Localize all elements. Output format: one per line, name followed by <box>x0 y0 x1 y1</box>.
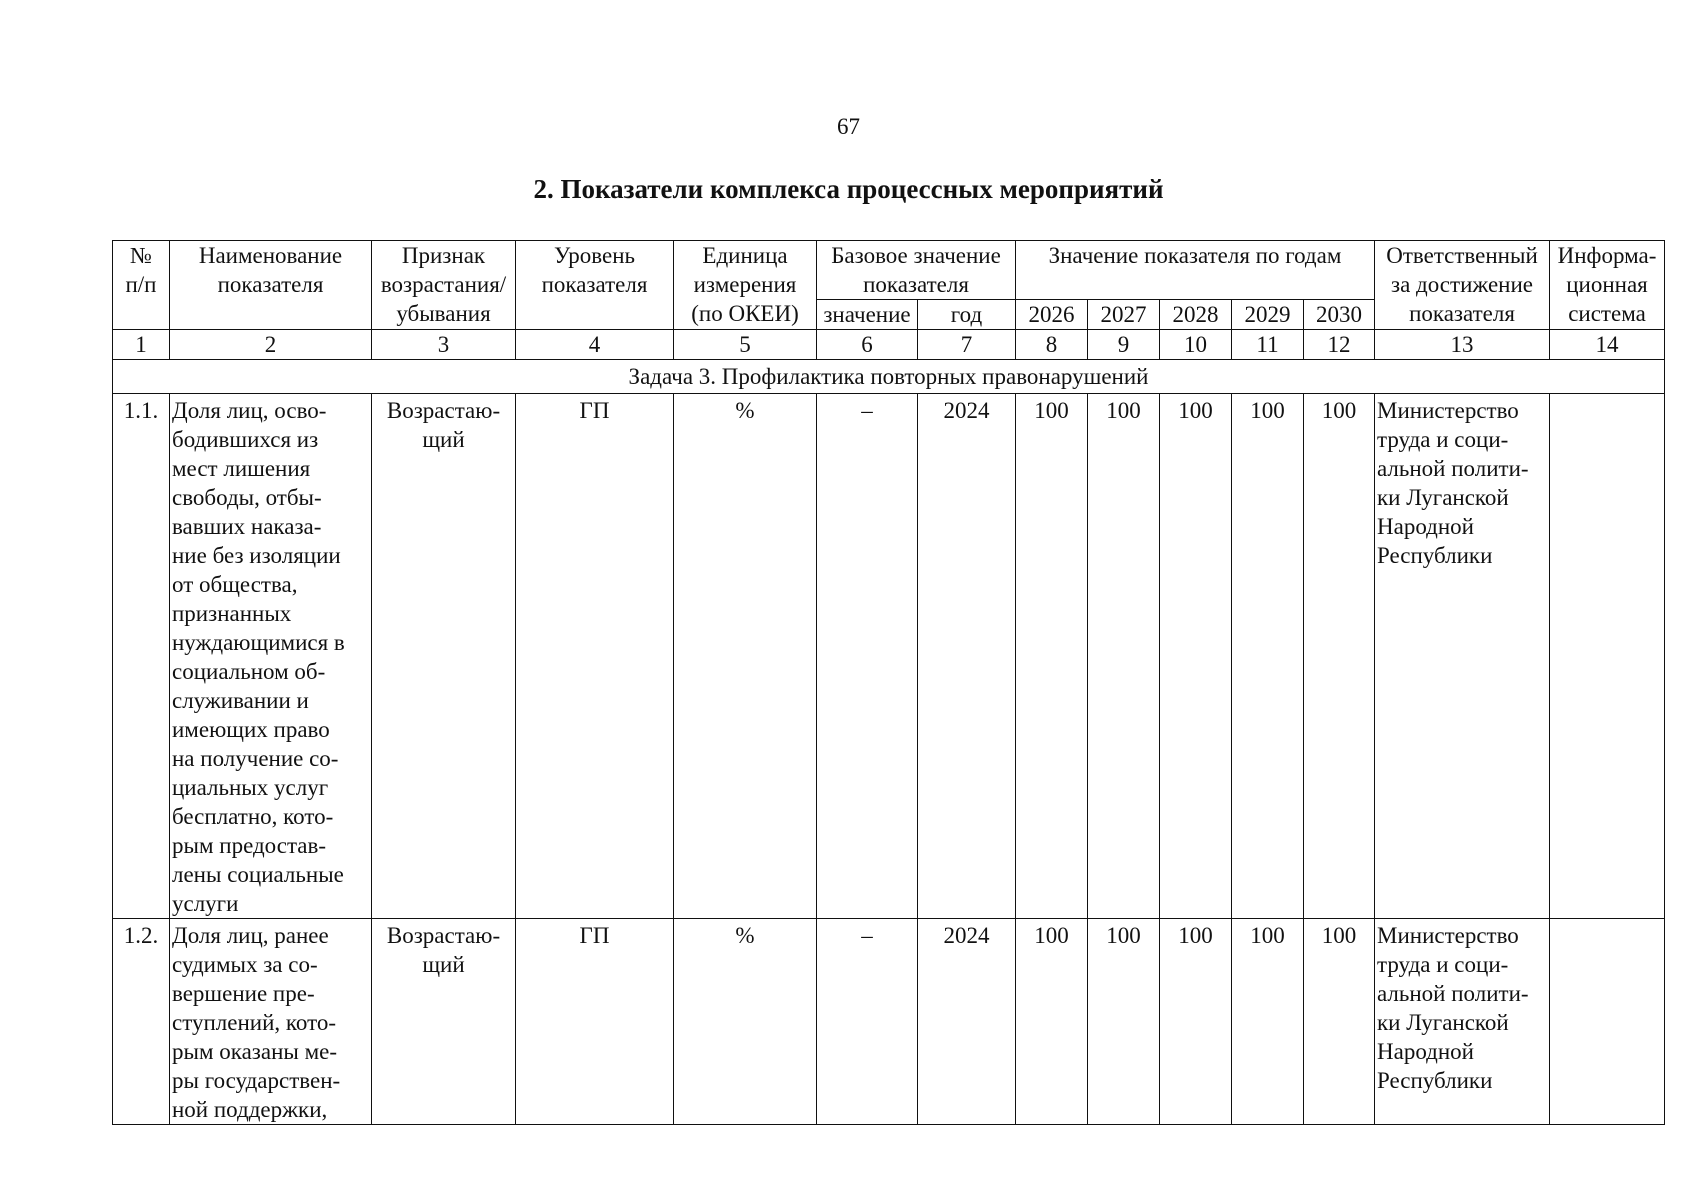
header-name: Наименование показателя <box>170 241 372 330</box>
value-2029: 100 <box>1232 919 1304 1125</box>
indicator-level: ГП <box>516 919 674 1125</box>
table-row <box>113 919 1665 1125</box>
value-2026: 100 <box>1016 919 1088 1125</box>
header-year-2030: 2030 <box>1304 300 1375 330</box>
header-base-group: Базовое значение показателя <box>817 241 1016 300</box>
indicator-name: Доля лиц, ранее судимых за со- вершение пре- ступлений, кото- рым оказаны ме- ры государствен- ной поддержки, <box>170 919 372 1125</box>
value-2030: 100 <box>1304 394 1375 919</box>
indicators-table <box>112 240 1665 1125</box>
column-number: 7 <box>918 330 1016 360</box>
base-year: 2024 <box>918 919 1016 1125</box>
column-number: 14 <box>1550 330 1665 360</box>
page-number: 67 <box>837 114 860 139</box>
table-row <box>113 394 1665 919</box>
header-row-1 <box>113 241 1665 300</box>
indicator-sign: Возрастаю- щий <box>372 394 516 919</box>
task-row <box>113 360 1665 394</box>
column-numbers-row <box>113 330 1665 360</box>
base-value: – <box>817 919 918 1125</box>
column-number: 6 <box>817 330 918 360</box>
column-number: 4 <box>516 330 674 360</box>
column-number: 1 <box>113 330 170 360</box>
base-value: – <box>817 394 918 919</box>
header-num: № п/п <box>113 241 170 330</box>
value-2027: 100 <box>1088 394 1160 919</box>
column-number: 8 <box>1016 330 1088 360</box>
header-unit: Единица измерения (по ОКЕИ) <box>674 241 817 330</box>
base-year: 2024 <box>918 394 1016 919</box>
column-number: 2 <box>170 330 372 360</box>
row-number: 1.2. <box>113 919 170 1125</box>
header-year-2027: 2027 <box>1088 300 1160 330</box>
header-year-2029: 2029 <box>1232 300 1304 330</box>
header-year-2026: 2026 <box>1016 300 1088 330</box>
header-base-value: значение <box>817 300 918 330</box>
indicator-unit: % <box>674 919 817 1125</box>
column-number: 3 <box>372 330 516 360</box>
indicator-level: ГП <box>516 394 674 919</box>
value-2028: 100 <box>1160 919 1232 1125</box>
indicator-unit: % <box>674 394 817 919</box>
row-number: 1.1. <box>113 394 170 919</box>
responsible: Министерство труда и соци- альной полити- ки Луганской Народной Республики <box>1375 919 1550 1125</box>
header-year-2028: 2028 <box>1160 300 1232 330</box>
value-2027: 100 <box>1088 919 1160 1125</box>
column-number: 10 <box>1160 330 1232 360</box>
column-number: 13 <box>1375 330 1550 360</box>
indicator-name: Доля лиц, осво- бодившихся из мест лишения свободы, отбы- вавших наказа- ние без изоляции от общества, признанных нуждающимися в социальном об- служивании и имеющих право на получение со- циальных услуг бесплатно, кото- рым предостав- лены социальные услуги <box>170 394 372 919</box>
column-number: 9 <box>1088 330 1160 360</box>
info-system <box>1550 919 1665 1125</box>
indicator-sign: Возрастаю- щий <box>372 919 516 1125</box>
column-number: 12 <box>1304 330 1375 360</box>
header-info-system: Информа- ционная система <box>1550 241 1665 330</box>
task-title: Задача 3. Профилактика повторных правонарушений <box>113 360 1665 394</box>
info-system <box>1550 394 1665 919</box>
header-base-year: год <box>918 300 1016 330</box>
column-number: 5 <box>674 330 817 360</box>
header-years-group: Значение показателя по годам <box>1016 241 1375 300</box>
column-number: 11 <box>1232 330 1304 360</box>
header-level: Уровень показателя <box>516 241 674 330</box>
value-2026: 100 <box>1016 394 1088 919</box>
header-responsible: Ответственный за достижение показателя <box>1375 241 1550 330</box>
header-sign: Признак возрастания/ убывания <box>372 241 516 330</box>
page-title: 2. Показатели комплекса процессных мероприятий <box>533 174 1164 204</box>
value-2028: 100 <box>1160 394 1232 919</box>
value-2029: 100 <box>1232 394 1304 919</box>
responsible: Министерство труда и соци- альной полити- ки Луганской Народной Республики <box>1375 394 1550 919</box>
value-2030: 100 <box>1304 919 1375 1125</box>
